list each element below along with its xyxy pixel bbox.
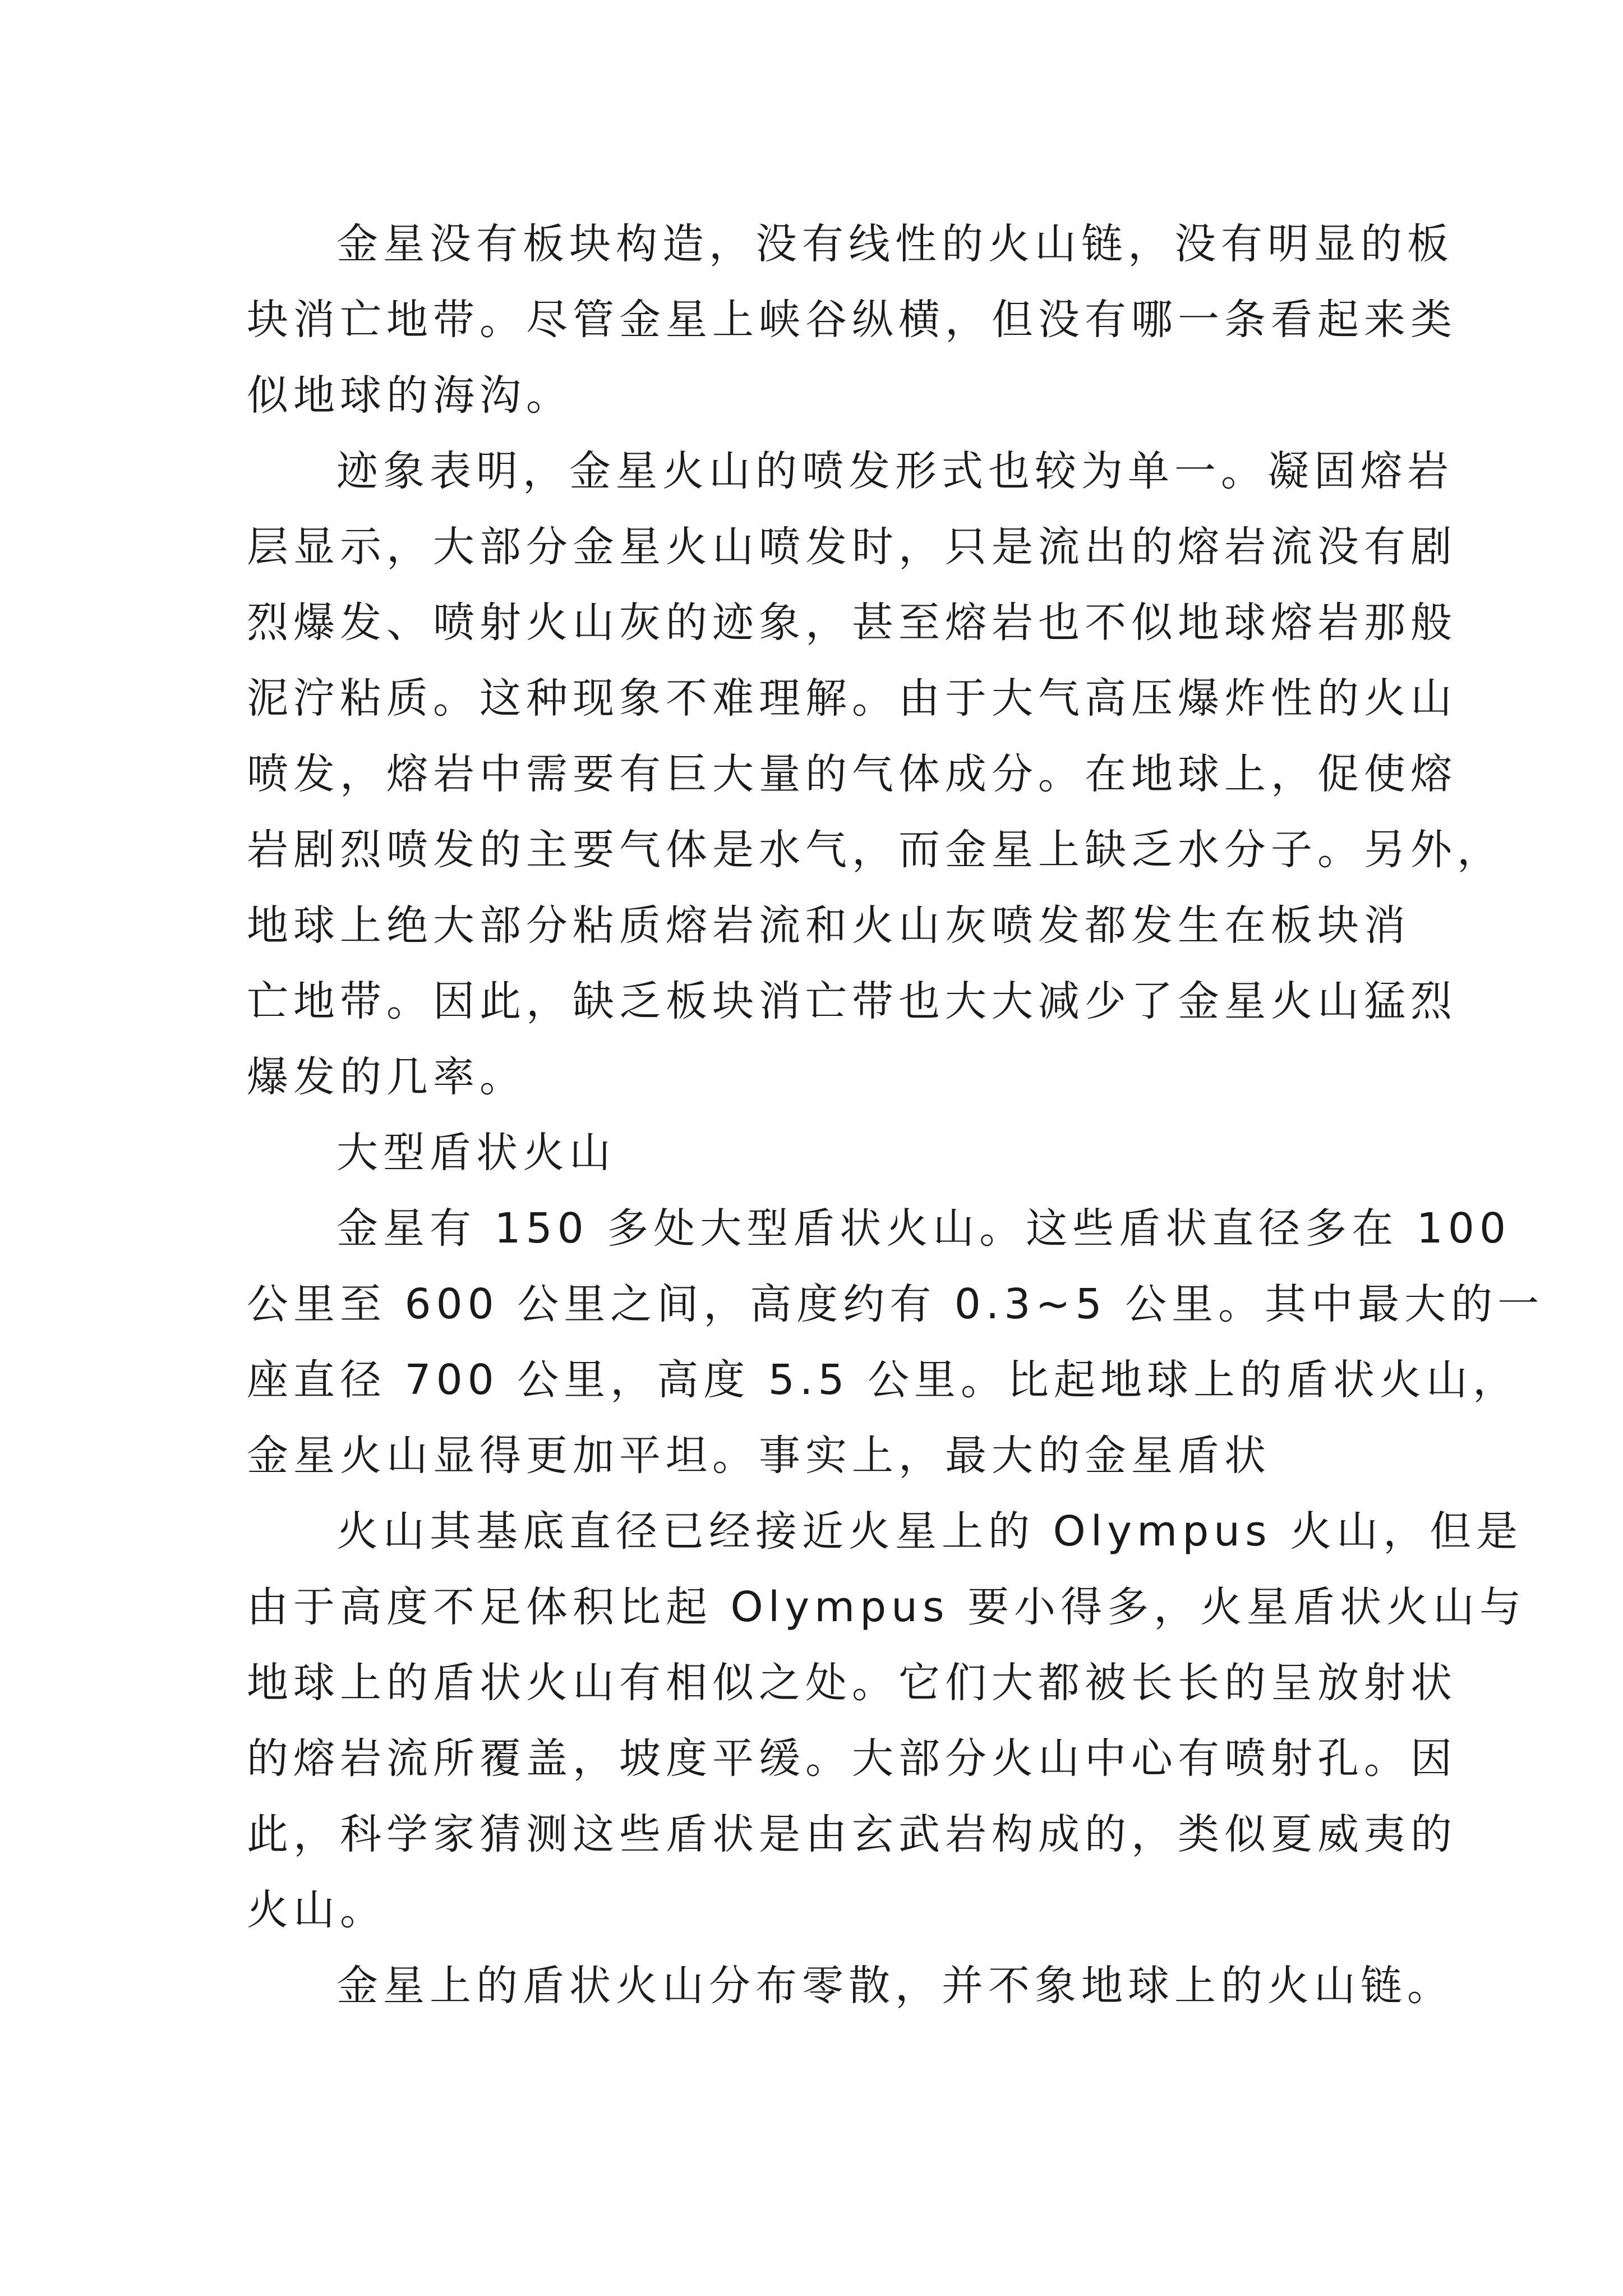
paragraph-line: 岩剧烈喷发的主要气体是水气，而金星上缺乏水分子。另外，: [247, 826, 1504, 874]
paragraph-line: 公里至 600 公里之间，高度约有 0.3~5 公里。其中最大的一: [247, 1280, 1544, 1328]
paragraph-line: 火山其基底直径已经接近火星上的 Olympus 火山，但是: [336, 1507, 1523, 1556]
paragraph-line: 亡地带。因此，缺乏板块消亡带也大大减少了金星火山猛烈: [247, 977, 1457, 1025]
paragraph-line: 金星火山显得更加平坦。事实上，最大的金星盾状: [247, 1432, 1271, 1480]
paragraph-line: 喷发，熔岩中需要有巨大量的气体成分。在地球上，促使熔: [247, 750, 1457, 798]
paragraph-line: 地球上的盾状火山有相似之处。它们大都被长长的呈放射状: [247, 1659, 1457, 1707]
paragraph-line: 迹象表明，金星火山的喷发形式也较为单一。凝固熔岩: [336, 447, 1454, 495]
paragraph-line: 金星有 150 多处大型盾状火山。这些盾状直径多在 100: [336, 1204, 1511, 1253]
paragraph-line: 爆发的几率。: [247, 1053, 526, 1101]
paragraph-line: 的熔岩流所覆盖，坡度平缓。大部分火山中心有喷射孔。因: [247, 1734, 1457, 1783]
paragraph-line: 金星没有板块构造，没有线性的火山链，没有明显的板: [336, 220, 1454, 268]
paragraph-line: 金星上的盾状火山分布零散，并不象地球上的火山链。: [336, 1962, 1454, 2010]
paragraph-line: 层显示，大部分金星火山喷发时，只是流出的熔岩流没有剧: [247, 523, 1457, 571]
paragraph-line: 此，科学家猜测这些盾状是由玄武岩构成的，类似夏威夷的: [247, 1810, 1457, 1858]
paragraph-line: 块消亡地带。尽管金星上峡谷纵横，但没有哪一条看起来类: [247, 296, 1457, 344]
paragraph-line: 座直径 700 公里，高度 5.5 公里。比起地球上的盾状火山，: [247, 1356, 1520, 1404]
paragraph-line: 火山。: [247, 1886, 386, 1934]
paragraph-line: 泥泞粘质。这种现象不难理解。由于大气高压爆炸性的火山: [247, 674, 1457, 723]
paragraph-line: 由于高度不足体积比起 Olympus 要小得多，火星盾状火山与: [247, 1583, 1527, 1631]
paragraph-line: 地球上绝大部分粘质熔岩流和火山灰喷发都发生在板块消: [247, 901, 1410, 950]
section-heading: 大型盾状火山: [336, 1129, 616, 1177]
paragraph-line: 烈爆发、喷射火山灰的迹象，甚至熔岩也不似地球熔岩那般: [247, 599, 1457, 647]
paragraph-line: 似地球的海沟。: [247, 371, 573, 420]
